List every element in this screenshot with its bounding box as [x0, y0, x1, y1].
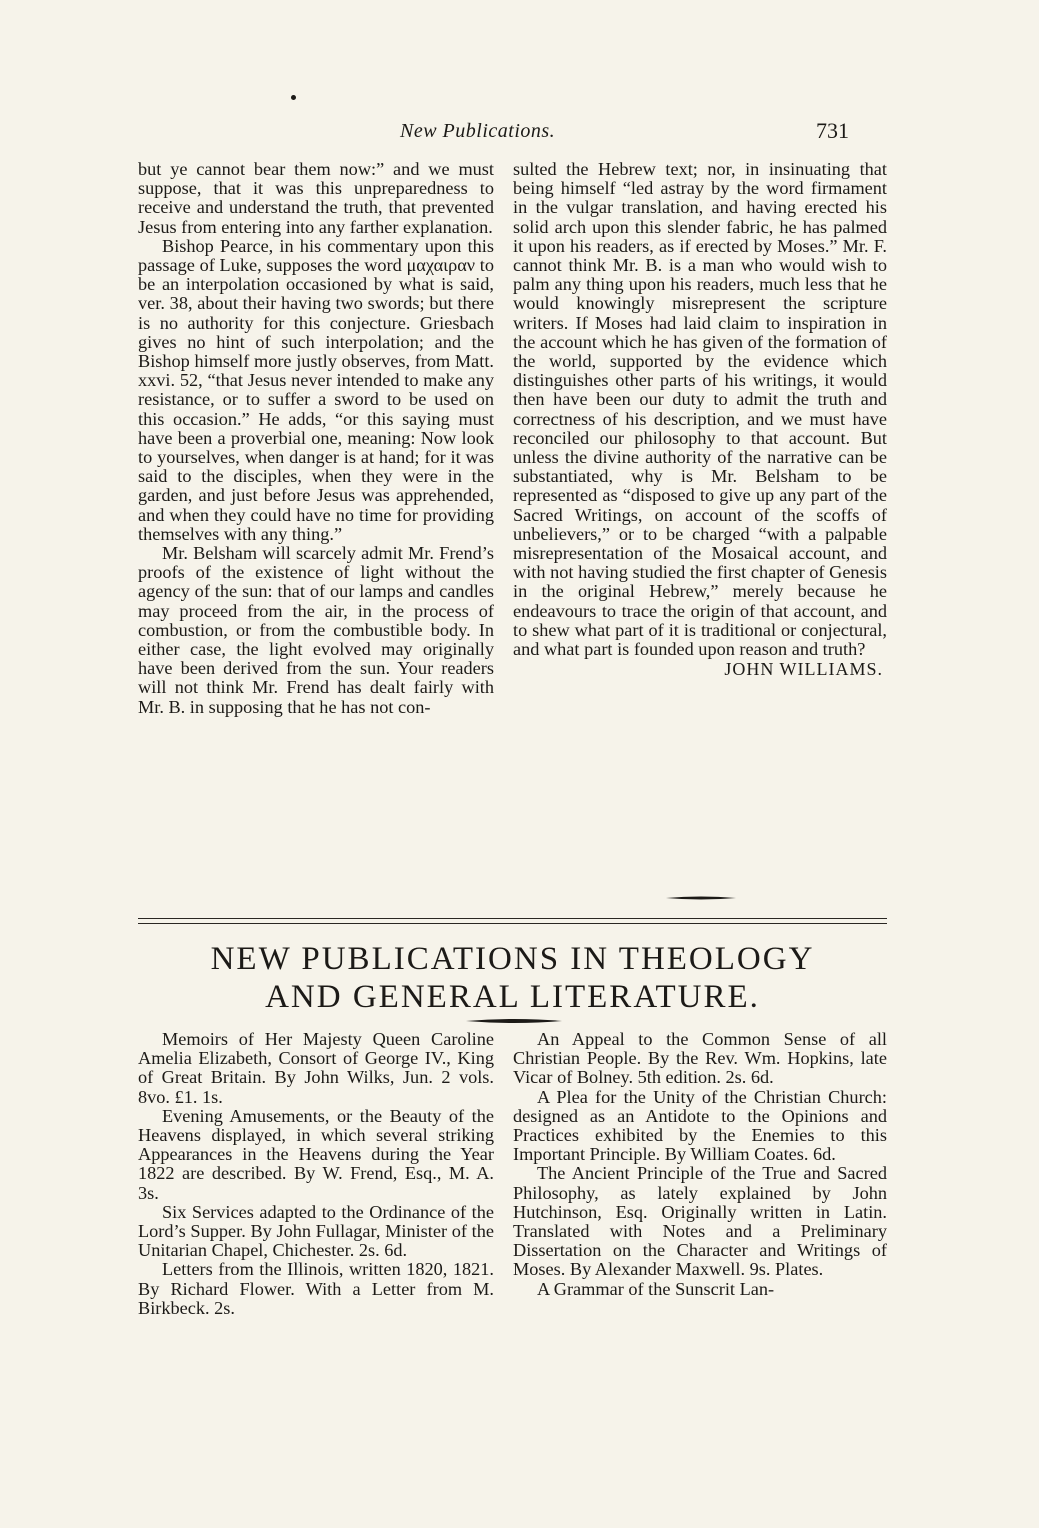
listing-entry: Letters from the Illinois, written 1820, 1821. By Richard Flower. With a Letter from M. Birkbeck. 2s. — [138, 1259, 494, 1318]
section-title-line-1: NEW PUBLICATIONS IN THEOLOGY — [210, 941, 815, 977]
listing-entry: A Plea for the Unity of the Christian Church: designed as an Antidote to the Opinions and Practices exhibited by the Enemies to this Important Principle. By William Coates. 6d. — [513, 1086, 887, 1165]
listing-entry: The Ancient Principle of the True and Sacred Philosophy, as lately explained by John Hutchinson, Esq. Originally written in Latin. Translated with Notes and a Preliminary Dissertation on the Character and Writings of Moses. By Alexander Maxwell. 9s. Plates. — [513, 1163, 887, 1280]
section-rule-top — [138, 918, 887, 919]
page-number: 731 — [816, 118, 849, 143]
listing-entry: Evening Amusements, or the Beauty of the Heavens displayed, in which several striking Appearances in the Heavens during the Year 1822 are described. By W. Frend, Esq., M. A. 3s. — [138, 1105, 494, 1203]
paragraph-continuation: but ye cannot bear them now:” and we must suppose, that it was this unpreparedness to receive and understand the truth, that prevented Jesus from entering into any farther explanation. — [138, 159, 494, 237]
right-column-top — [513, 160, 887, 679]
ornament-dash — [466, 1017, 562, 1025]
section-rule-bottom — [138, 923, 887, 924]
section-title-line-2: AND GENERAL LITERATURE. — [265, 979, 760, 1015]
listing-entry: Memoirs of Her Majesty Queen Caroline Amelia Elizabeth, Consort of George IV., King of Great Britain. By John Wilks, Jun. 2 vols. 8vo. £1. 1s. — [138, 1029, 494, 1107]
paragraph-hebrew-text: sulted the Hebrew text; nor, in insinuating that being himself “led astray by the word firmament in the vulgar translation, and having erected his solid arch upon this slender fabric, he has palmed it upon his readers, as if erected by Moses.” Mr. F. cannot think Mr. B. is a man who would wish to palm any thing upon his readers, much less that he would knowingly misrepresent the scripture writers. If Moses had laid claim to inspiration in the account which he has given of the formation of the world, supported by the evidence which distinguishes other parts of his writings, it would then have been our duty to admit the truth and correctness of his description, and we must have reconciled our philosophy to that account. But unless the divine authority of the narrative can be substantiated, why is Mr. Belsham to be represented as “disposed to give up any part of the Sacred Writings, on account of the scoffs of unbelievers,” or to be charged “with a palpable misrepresentation of the Mosaical account, and with not having studied the first chapter of Genesis in the original Hebrew,” merely because he endeavours to trace the origin of that account, and to shew what part of it is traditional or conjectural, and what part is founded upon reason and truth? — [513, 159, 887, 660]
left-column-top — [138, 160, 494, 717]
listing-entry: An Appeal to the Common Sense of all Christian People. By the Rev. Wm. Hopkins, late Vicar of Bolney. 5th edition. 2s. 6d. — [513, 1029, 887, 1088]
ornament-dash — [666, 895, 736, 901]
listing-entry: Six Services adapted to the Ordinance of the Lord’s Supper. By John Fullagar, Minister of the Unitarian Chapel, Chichester. 2s. 6d. — [138, 1201, 494, 1261]
paragraph-mr-belsham: Mr. Belsham will scarcely admit Mr. Frend’s proofs of the existence of light without the agency of the sun: that of our lamps and candles may proceed from the air, in the process of combustion, or from the combustible body. In either case, the light evolved may originally have been derived from the sun. Your readers will not think Mr. Frend has dealt fairly with Mr. B. in supposing that he has not con- — [138, 543, 494, 717]
listing-entry: A Grammar of the Sunscrit Lan- — [537, 1278, 775, 1299]
paragraph-bishop-pearce: Bishop Pearce, in his commentary upon this passage of Luke, supposes the word μαχαιραν to be an interpolation occasioned by what is said, ver. 38, about their having two swords; but there is no authority for this conjecture. Griesbach gives no hint of such interpolation; and the Bishop himself more justly observes, from Matt. xxvi. 52, “that Jesus never intended to make any resistance, or to suffer a sword to be used on this occasion.” He adds, “or this saying must have been a proverbial one, meaning: Now look to yourselves, when danger is at hand; for it was said to the disciples, when they were in the garden, and just before Jesus was apprehended, and when they could have no time for providing themselves with any thing.” — [138, 235, 494, 544]
ink-dot — [291, 95, 296, 100]
right-column-listings — [513, 1030, 887, 1299]
running-head: New Publications. — [400, 120, 556, 142]
left-column-listings — [138, 1030, 494, 1318]
signature: JOHN WILLIAMS. — [724, 659, 883, 680]
